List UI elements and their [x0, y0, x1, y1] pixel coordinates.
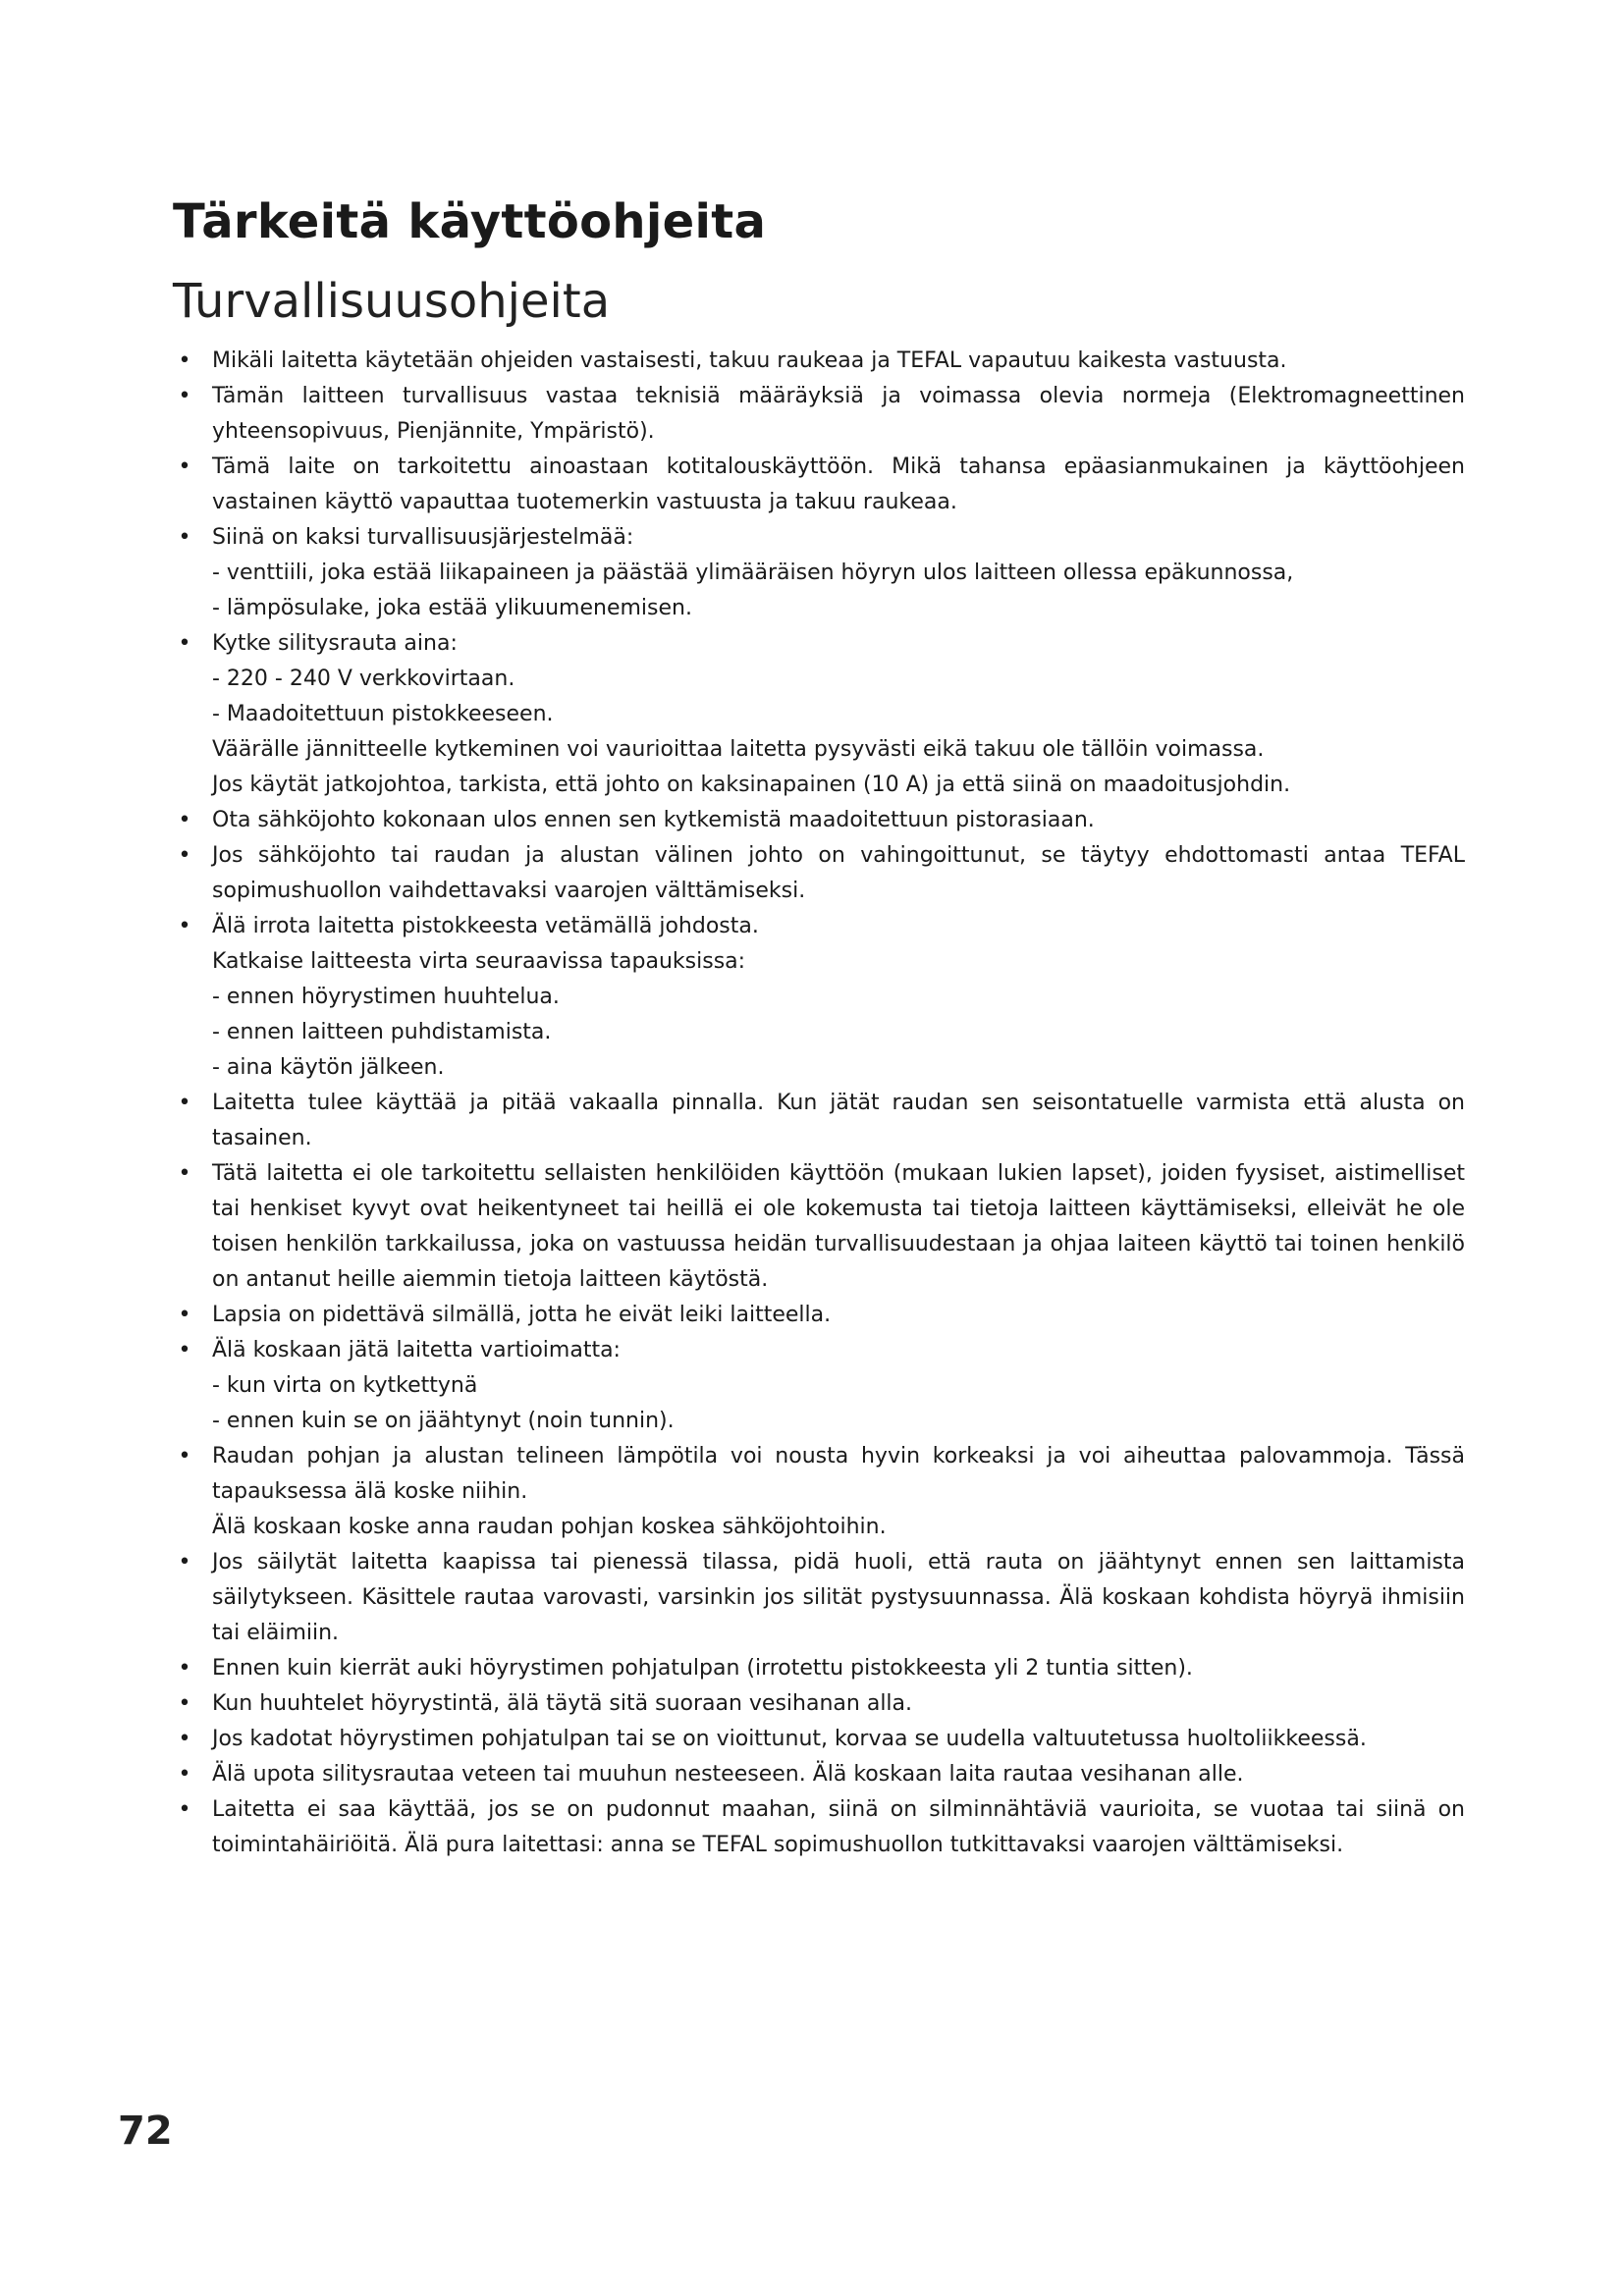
bullet-icon: • — [178, 1303, 191, 1327]
item-text: Raudan pohjan ja alustan telineen lämpötila voi nousta hyvin korkeaksi ja voi aiheuttaa palovammoja. Tässä tapauksessa älä koske niihin. — [212, 1444, 1465, 1504]
item-text: Tämä laite on tarkoitettu ainoastaan kotitalouskäyttöön. Mikä tahansa epäasianmukainen ja käyttöohjeen vastainen käyttö vapauttaa tuotemerkin vastuusta ja takuu raukeaa. — [212, 454, 1465, 514]
list-item — [173, 1156, 1465, 1298]
item-text: Jos kadotat höyrystimen pohjatulpan tai se on vioittunut, korvaa se uudella valtuutetussa huoltoliikkeessä. — [212, 1727, 1367, 1751]
item-text: Ota sähköjohto kokonaan ulos ennen sen kytkemistä maadoitettuun pistorasiaan. — [212, 808, 1095, 832]
sub-item-text: Älä koskaan koske anna raudan pohjan koskea sähköjohtoihin. — [212, 1515, 887, 1539]
bullet-icon: • — [178, 1691, 191, 1716]
bullet-icon: • — [178, 348, 191, 373]
list-item — [173, 1722, 1465, 1757]
item-text: Älä koskaan jätä laitetta vartioimatta: — [212, 1338, 621, 1362]
bullet-icon: • — [178, 384, 191, 408]
sub-item-text: - ennen laitteen puhdistamista. — [212, 1020, 552, 1044]
bullet-icon: • — [178, 1550, 191, 1575]
bullet-icon: • — [178, 1338, 191, 1362]
bullet-icon: • — [178, 525, 191, 550]
sub-item-text: - 220 - 240 V verkkovirtaan. — [212, 667, 515, 691]
bullet-icon: • — [178, 1656, 191, 1681]
page-heading: Tärkeitä käyttöohjeita — [173, 194, 767, 249]
item-text: Laitetta ei saa käyttää, jos se on pudonnut maahan, siinä on silminnähtäviä vaurioita, se vuotaa tai siinä on toimintahäiriöitä. Älä pura laitettasi: anna se TEFAL sopimushuollon tutkittavaksi vaarojen välttämiseksi. — [212, 1797, 1465, 1857]
list-item — [173, 1686, 1465, 1722]
sub-item-text: Väärälle jännitteelle kytkeminen voi vaurioittaa laitetta pysyvästi eikä takuu ole tällöin voimassa. — [212, 737, 1265, 762]
sub-item-text: - kun virta on kytkettynä — [212, 1373, 478, 1398]
item-text: Kun huuhtelet höyrystintä, älä täytä sitä suoraan vesihanan alla. — [212, 1691, 913, 1716]
list-item — [173, 1439, 1465, 1545]
sub-item-text: - ennen kuin se on jäähtynyt (noin tunnin). — [212, 1409, 675, 1433]
bullet-icon: • — [178, 1797, 191, 1822]
list-item — [173, 909, 1465, 1086]
bullet-icon: • — [178, 1444, 191, 1468]
item-text: Laitetta tulee käyttää ja pitää vakaalla pinnalla. Kun jätät raudan sen seisontatuelle varmista että alusta on tasainen. — [212, 1091, 1465, 1150]
safety-instructions-list — [173, 344, 1465, 1863]
item-text: Ennen kuin kierrät auki höyrystimen pohjatulpan (irrotettu pistokkeesta yli 2 tuntia sitten). — [212, 1656, 1193, 1681]
sub-item-text: Jos käytät jatkojohtoa, tarkista, että johto on kaksinapainen (10 A) ja että siinä on maadoitusjohdin. — [212, 773, 1291, 797]
list-item — [173, 1545, 1465, 1651]
item-text: Siinä on kaksi turvallisuusjärjestelmää: — [212, 525, 634, 550]
item-text: Tämän laitteen turvallisuus vastaa teknisiä määräyksiä ja voimassa olevia normeja (Elektromagneettinen yhteensopivuus, Pienjännite, Ympäristö). — [212, 384, 1465, 444]
item-text: Kytke silitysrauta aina: — [212, 631, 458, 656]
bullet-icon: • — [178, 454, 191, 479]
sub-item-text: Katkaise laitteesta virta seuraavissa tapauksissa: — [212, 949, 746, 974]
list-item — [173, 520, 1465, 626]
list-item — [173, 1757, 1465, 1792]
sub-item-text: - Maadoitettuun pistokkeeseen. — [212, 702, 554, 726]
page-number: 72 — [118, 2109, 173, 2154]
list-item — [173, 803, 1465, 838]
item-text: Älä upota silitysrautaa veteen tai muuhun nesteeseen. Älä koskaan laita rautaa vesihanan alle. — [212, 1762, 1244, 1787]
bullet-icon: • — [178, 1762, 191, 1787]
list-item — [173, 379, 1465, 450]
list-item — [173, 1298, 1465, 1333]
list-item — [173, 1651, 1465, 1686]
item-text: Jos sähköjohto tai raudan ja alustan välinen johto on vahingoittunut, se täytyy ehdottomasti antaa TEFAL sopimushuollon vaihdettavaksi vaarojen välttämiseksi. — [212, 843, 1465, 903]
bullet-icon: • — [178, 631, 191, 656]
content-area — [173, 192, 1465, 1863]
list-item — [173, 1086, 1465, 1156]
list-item — [173, 1333, 1465, 1439]
item-text: Jos säilytät laitetta kaapissa tai pienessä tilassa, pidä huoli, että rauta on jäähtynyt ennen sen laittamista säilytykseen. Käsittele rautaa varovasti, varsinkin jos silität pystysuunnassa. Älä koskaan kohdista höyryä ihmisiin tai eläimiin. — [212, 1550, 1465, 1645]
bullet-icon: • — [178, 1727, 191, 1751]
list-item — [173, 838, 1465, 909]
bullet-icon: • — [178, 1161, 191, 1186]
bullet-icon: • — [178, 808, 191, 832]
section-heading: Turvallisuusohjeita — [173, 274, 611, 329]
sub-item-text: - lämpösulake, joka estää ylikuumenemisen. — [212, 596, 692, 620]
list-item — [173, 450, 1465, 520]
sub-item-text: - aina käytön jälkeen. — [212, 1055, 445, 1080]
bullet-icon: • — [178, 914, 191, 938]
item-text: Tätä laitetta ei ole tarkoitettu sellaisten henkilöiden käyttöön (mukaan lukien lapset), joiden fyysiset, aistimelliset tai henkiset kyvyt ovat heikentyneet tai heillä ei ole kokemusta tai tietoja laitteen käyttämiseksi, elleivät he ole toisen henkilön tarkkailussa, joka on vastuussa heidän turvallisuudestaan ja ohjaa laiteen käyttö tai toinen henkilö on antanut heille aiemmin tietoja laitteen käytöstä. — [212, 1161, 1465, 1292]
sub-item-text: - venttiili, joka estää liikapaineen ja päästää ylimääräisen höyryn ulos laitteen ollessa epäkunnossa, — [212, 561, 1294, 585]
bullet-icon: • — [178, 843, 191, 868]
list-item — [173, 1792, 1465, 1863]
item-text: Älä irrota laitetta pistokkeesta vetämällä johdosta. — [212, 914, 759, 938]
list-item — [173, 344, 1465, 379]
item-text: Lapsia on pidettävä silmällä, jotta he eivät leiki laitteella. — [212, 1303, 832, 1327]
item-text: Mikäli laitetta käytetään ohjeiden vastaisesti, takuu raukeaa ja TEFAL vapautuu kaikesta vastuusta. — [212, 348, 1287, 373]
bullet-icon: • — [178, 1091, 191, 1115]
list-item — [173, 626, 1465, 803]
sub-item-text: - ennen höyrystimen huuhtelua. — [212, 985, 560, 1009]
